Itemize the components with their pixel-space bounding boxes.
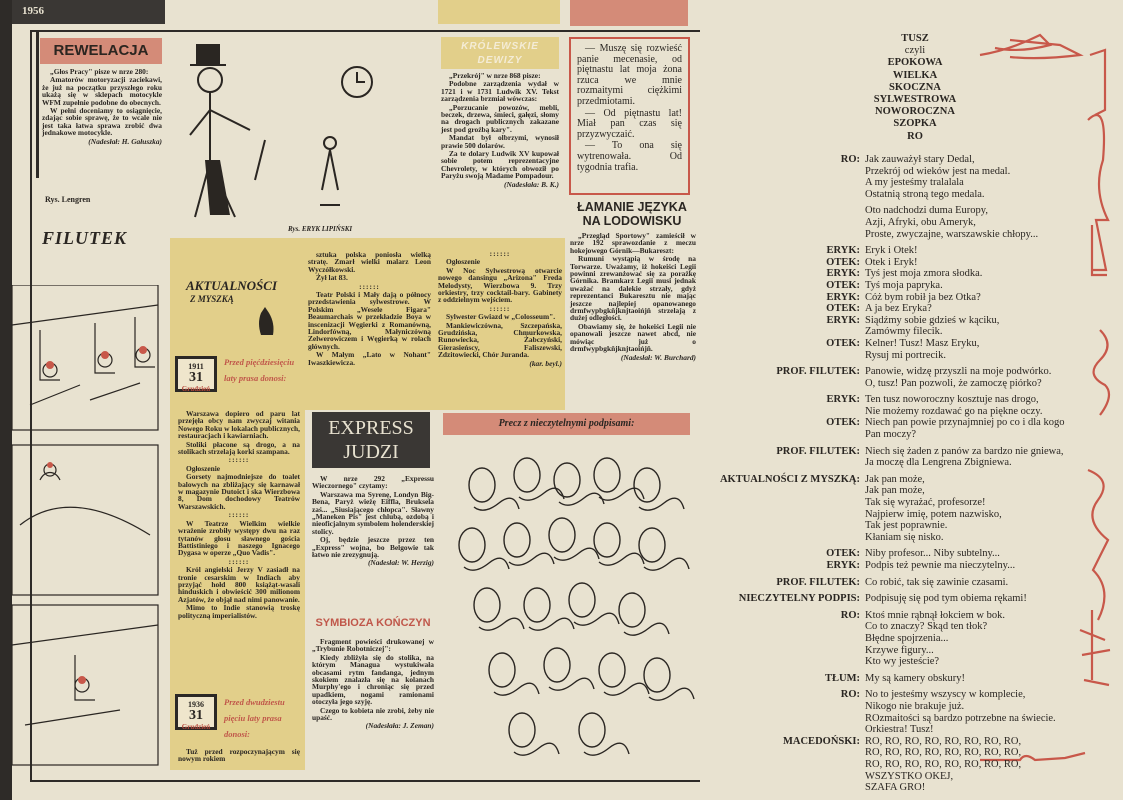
title-line: SYLWESTROWA — [873, 94, 957, 106]
paragraph: :::::: — [489, 249, 511, 258]
mouse-icon — [255, 305, 275, 341]
script-line — [700, 645, 1120, 657]
script-line — [700, 429, 1120, 441]
speaker — [700, 621, 865, 633]
speaker: NIECZYTELNY PODPIS: — [738, 593, 860, 605]
rewelacja-title: REWELACJA — [40, 38, 162, 64]
script-line — [700, 280, 1120, 292]
line-text: Rysuj mi portrecik. — [865, 349, 946, 361]
paragraph: Mankiewiczówna, Szczepańska, Grudzińska, Chmurkowska, Runowiecka, Żabczyński, Gierasieńscy, Faliszewski, Zdzitowiecki, Chór Juranda. — [438, 320, 562, 360]
line-text: Oto nadchodzi duma Europy, — [865, 205, 988, 217]
speaker — [700, 701, 865, 713]
line-text: Tak jest poprawnie. — [865, 520, 948, 532]
script-line — [700, 446, 1120, 458]
source-credit: (Nadesłał: W. Herzig) — [367, 558, 434, 568]
script-line — [700, 736, 1120, 748]
caricature-face — [594, 523, 620, 557]
speaker — [700, 429, 865, 441]
speaker: PROF. FILUTEK: — [776, 366, 860, 378]
source-credit: (Nadesłał: W. Burchard) — [620, 352, 696, 362]
speaker — [700, 713, 865, 725]
speaker — [700, 724, 865, 736]
signature-scrawl — [464, 558, 509, 570]
script-line — [700, 509, 1120, 521]
title-line: SKOCZNA — [889, 81, 941, 93]
paragraph: W Teatrze Wielkim wielkie wrażenie zrobiły występy dwu na raz tytanów głosu sławnego gościa Battistiniego i naszego Ignacego Dygasa w operze „Quo Vadis". — [178, 518, 300, 558]
paragraph: Warszawa dopiero od paru lat przejęła obcy nam zwyczaj witania Nowego Roku w lokalach publicznych, restauracjach i kawiarniach. — [178, 409, 300, 441]
lipinski-cartoon — [175, 40, 430, 222]
caricature-face — [504, 523, 530, 557]
signature-scrawl — [549, 678, 594, 690]
source-credit: (Nadesłał: H. Gałuszka) — [88, 136, 162, 146]
script-line — [700, 532, 1120, 544]
script-line — [700, 338, 1120, 350]
source-credit: (kar. beyl.) — [529, 358, 562, 368]
script-line — [700, 177, 1120, 189]
paragraph: :::::: — [489, 303, 511, 313]
caricature-face — [509, 713, 535, 747]
speaker — [700, 177, 865, 189]
title-line: RO — [907, 130, 923, 142]
paragraph: W pełni doceniamy to osiągnięcie, zdając sobie sprawę, że to wcale nie jest taka łatwa sprawa zrobić dwa jednakowe motocykle. — [42, 106, 162, 138]
line-text: My są kamery obskury! — [865, 672, 966, 684]
caricature-face — [469, 468, 495, 502]
script-line — [700, 724, 1120, 736]
signature-scrawl — [649, 688, 694, 700]
speaker — [700, 457, 865, 469]
caricatures-illustration — [442, 445, 697, 775]
script-line — [700, 268, 1120, 280]
lamanie-title — [566, 200, 698, 228]
line-text: Azji, Afryki, obu Ameryk, — [865, 216, 976, 228]
caricature-face — [579, 713, 605, 747]
script-line — [700, 577, 1120, 589]
aktualnosci-logo-line1: AKTUALNOŚCI — [186, 278, 278, 293]
speaker: ERYK: — [826, 394, 860, 406]
signature-scrawl — [599, 488, 644, 500]
paragraph: Obawiamy się, że hokeiści Legii nie opanowali jeszcze nawet abcd, nie mówiąc już o drmfwypbgkňjknjtaoińjň. — [570, 321, 696, 354]
line-text: Ja moczę dla Lengrena Zbigniewa. — [865, 457, 1012, 469]
script-line — [700, 417, 1120, 429]
script-line — [700, 350, 1120, 362]
line-text: Jak pan może, — [865, 473, 925, 485]
line-text: Tak się wyrażać, profesorze! — [865, 497, 986, 509]
signature-scrawl — [554, 548, 599, 560]
speaker — [700, 326, 865, 338]
aktualnosci-bottom-text — [178, 748, 300, 764]
speaker — [700, 189, 865, 201]
paragraph: Za te dolary Ludwik XV kupował sobie potem reprezentacyjne Chevrolety, w których obwoził po Paryżu swoją Madame Pompadour. — [441, 149, 559, 181]
paragraph: „Głos Pracy" pisze w nrze 280: — [50, 67, 149, 76]
signature-scrawl — [529, 618, 574, 630]
title-line: EPOKOWA — [887, 57, 943, 69]
filutek-logo: FILUTEK — [42, 228, 128, 248]
speaker — [700, 520, 865, 532]
rys-lengren: Rys. Lengren — [45, 195, 91, 204]
speaker: OTEK: — [826, 279, 860, 291]
speaker: RO: — [840, 609, 860, 621]
caricature-face — [474, 588, 500, 622]
line-text: Jak zauważył stary Dedal, — [865, 154, 975, 165]
speaker — [700, 645, 865, 657]
joke-box — [569, 37, 690, 195]
speaker — [700, 782, 865, 794]
speaker: ERYK: — [826, 245, 860, 257]
script-line — [700, 485, 1120, 497]
paragraph: Czego to kobieta nie zrobi, żeby nie upaść. — [312, 705, 434, 723]
paragraph: „Przekrój" w nrze 868 pisze: — [449, 71, 541, 80]
line-text: Eryk i Otek! — [865, 245, 918, 257]
script-line — [700, 366, 1120, 378]
paragraph: sztuka polska poniosła wielką stratę. Zmarł wielki malarz Leon Wyczółkowski. — [308, 250, 431, 274]
calendar-1936 — [175, 694, 217, 730]
rewelacja-rule — [36, 30, 39, 178]
color-tab-pink — [570, 0, 688, 26]
comic-panel — [12, 445, 158, 595]
signature-scrawl — [624, 623, 669, 635]
speaker: ERYK: — [826, 314, 860, 326]
line-text: Przekrój od wieków jest na medal. — [865, 165, 1011, 177]
paragraph: Sylwester Gwiazd w „Colosseum". — [446, 312, 556, 322]
line-text: SZAFA GRO! — [865, 782, 926, 794]
caricature-face — [524, 588, 550, 622]
cal-month: Grudzień — [181, 385, 211, 393]
line-text: Krzywe figury... — [865, 644, 934, 656]
speaker: OTEK: — [826, 303, 860, 315]
paragraph: Gorsety najmodniejsze do toalet balowych na zbliżający się karnawał w magazynie Dutoict i ska Wierzbowa 8, Dom dochodowy Teatrów Warszawskich. — [178, 472, 300, 511]
signature-scrawl — [479, 618, 524, 630]
signature-scrawl — [639, 498, 684, 510]
signature-scrawl — [644, 558, 689, 570]
script-line — [700, 548, 1120, 560]
line-text: Pan moczy? — [865, 429, 917, 441]
line-text: Zamówmy filecik. — [865, 326, 943, 338]
express-title-line2: JUDZI — [343, 441, 399, 463]
speaker — [700, 229, 865, 241]
speaker — [700, 509, 865, 521]
speaker — [700, 350, 865, 362]
script-line — [700, 713, 1120, 725]
speaker: ERYK: — [826, 268, 860, 280]
speaker — [700, 485, 865, 497]
express-title-line1: EXPRESS — [328, 417, 414, 439]
paragraph: W Małym „Lato w Nohant" Iwaszkiewicza. — [308, 350, 431, 367]
color-tab-yellow — [438, 0, 560, 24]
script-line — [700, 689, 1120, 701]
script-line — [700, 394, 1120, 406]
paragraph: Teatr Polski i Mały dają o północy przedstawienia sylwestrowe. W Polskim „Wesele Figara" Beaumarchais w przekładzie Boya w inscenizacji Węgierki z Romanówną, Lindorfówną, Małyniczówną Zelwerowiczem i Węgierką w rolach głównych. — [308, 290, 431, 351]
speaker — [700, 656, 865, 668]
script-line — [700, 673, 1120, 685]
paragraph: Żył lat 83. — [316, 273, 348, 283]
caricature-face — [569, 583, 595, 617]
script-line — [700, 315, 1120, 327]
szopka-title — [820, 33, 1010, 143]
speaker: AKTUALNOŚCI Z MYSZKĄ: — [719, 473, 860, 485]
paragraph: Mimo to Indie stanowią troskę polityczną imperialistów. — [178, 603, 300, 620]
paragraph: Podobne zarządzenia wydał w 1721 i w 1731 Ludwik XV. Tekst zarządzenia brzmiał wówczas: — [441, 79, 559, 104]
line-text: Siądźmy sobie gdzieś w kąciku, — [865, 314, 1000, 326]
caricature-face — [634, 468, 660, 502]
script-line — [700, 771, 1120, 783]
aktualnosci-logo-line2: Z MYSZKĄ — [190, 294, 234, 304]
signature-scrawl — [584, 743, 629, 755]
script-line — [700, 303, 1120, 315]
caricature-face — [619, 593, 645, 627]
express-title — [312, 412, 430, 468]
lamanie-title-line2: NA LODOWISKU — [582, 214, 682, 228]
script-line — [700, 217, 1120, 229]
script-line — [700, 520, 1120, 532]
line-text: Kłaniam się nisko. — [865, 531, 944, 543]
lamanie-article — [570, 232, 696, 362]
signature-scrawl — [574, 613, 619, 625]
line-text: Ktoś mnie rąbnął łokciem w bok. — [865, 609, 1005, 621]
speaker: OTEK: — [826, 417, 860, 429]
caricature-face — [489, 653, 515, 687]
signature-scrawl — [514, 743, 559, 755]
speaker — [700, 771, 865, 783]
speaker: PROF. FILUTEK: — [776, 576, 860, 588]
krolewskie-article — [441, 72, 559, 189]
caricature-face — [514, 458, 540, 492]
line-text: RO, RO, RO, RO, RO, RO, RO, RO, — [865, 747, 1022, 759]
line-text: Najpierw imię, potem nazwisko, — [865, 508, 1002, 520]
speaker — [700, 633, 865, 645]
paragraph: :::::: — [228, 455, 250, 465]
caricature-face — [594, 458, 620, 492]
krolewskie-title — [441, 37, 559, 69]
script-line — [700, 457, 1120, 469]
aktualnosci-left-article — [178, 410, 300, 620]
script-line — [700, 378, 1120, 390]
lamanie-title-line1: ŁAMANIE JĘZYKA — [577, 200, 687, 214]
aktualnosci-logo — [186, 278, 277, 304]
title-line: czyli — [904, 45, 926, 57]
line-text: No to jesteśmy wszyscy w komplecie, — [865, 689, 1026, 701]
paragraph: — Muszę się rozwieść panie mecenasie, od piętnastu lat moja żona rzuca we mnie rozmaitymi ciężkimi przedmiotami. — [577, 43, 682, 107]
line-text: Nie możemy rozdawać go na piękne oczy. — [865, 405, 1043, 417]
speaker — [700, 747, 865, 759]
line-text: Co to znaczy? Skąd ten tłok? — [865, 621, 988, 633]
paragraph: W Noc Sylwestrową otwarcie nowego dansingu „Arizona" Freda Melodysty, Wierzbowa 9. Trzy orkiestry, trzy cocktail-bary. Gabinety z oddzielnym wejściem. — [438, 265, 562, 305]
express-article — [312, 475, 434, 568]
filutek-comic-strip — [10, 285, 160, 770]
script-line — [700, 205, 1120, 217]
paragraph: Fragment powieści drukowanej w „Trybunie Robotniczej": — [312, 637, 434, 654]
script-line — [700, 633, 1120, 645]
rys-lipinski: Rys. ERYK LIPIŃSKI — [288, 225, 353, 233]
script-line — [700, 759, 1120, 771]
script-line — [700, 257, 1120, 269]
paragraph: Oj, będzie jeszcze przez ten „Express" wojna, bo Belgowie tak łatwo nie zrezygnują. — [312, 535, 434, 560]
script-line — [700, 406, 1120, 418]
script-line — [700, 593, 1120, 605]
szopka-script — [700, 154, 1120, 794]
script-line — [700, 154, 1120, 166]
paragraph: Kiedy zbliżyła się do stolika, na którym Managua wystukiwała obcasami rytm fandanga, jednym skokiem znalazła się na kolanach Murphy'ego i chroniąc się przed upadkiem, nogami ramionami otoczyła jego szyję. — [312, 652, 434, 707]
paragraph: — Od piętnastu lat! Miał pan czas się przyzwyczaić. — [577, 107, 682, 140]
script-line — [700, 560, 1120, 572]
source-credit: (Nadesłała: J. Zeman) — [365, 721, 434, 731]
line-text: A my jesteśmy tralalala — [865, 177, 964, 189]
script-line — [700, 189, 1120, 201]
masthead-label: 1956 — [22, 5, 44, 17]
line-text: Niech się żaden z panów za bardzo nie gniewa, — [865, 445, 1064, 457]
comic-panel — [12, 605, 158, 765]
paragraph: — To ona się wytrenowała. Od tygodnia trafia. — [577, 140, 682, 173]
signature-scrawl — [604, 683, 649, 695]
signature-scrawl — [559, 493, 604, 505]
line-text: A ja bez Eryka? — [865, 303, 932, 315]
speaker — [700, 406, 865, 418]
script-line — [700, 229, 1120, 241]
speaker: ERYK: — [826, 291, 860, 303]
paragraph: Mandat był olbrzymi, wynosił prawie 500 dolarów. — [441, 133, 559, 150]
paragraph: Amatorów motoryzacji zaciekawi, że już na początku przyszłego roku ukażą się w sklepach motocykle WFM zupełnie podobne do obecnych. — [42, 75, 162, 107]
signature-scrawl — [509, 553, 554, 565]
script-line — [700, 782, 1120, 794]
caricature-face — [599, 653, 625, 687]
cal-day: 31 — [189, 370, 203, 385]
symbioza-article — [312, 638, 434, 731]
cal2-caption: Przed dwudziestu pięciu laty prasa donosi: — [224, 697, 285, 739]
cal-month: Grudzień — [181, 723, 211, 731]
line-text: Ostatnią stroną tego medala. — [865, 188, 985, 200]
script-line — [700, 701, 1120, 713]
speaker: TŁUM: — [825, 672, 860, 684]
speaker — [700, 497, 865, 509]
line-text: Jak pan może, — [865, 485, 925, 497]
speaker — [700, 532, 865, 544]
paragraph: Warszawa ma Syrenę, Londyn Big-Bena, Paryż wieżę Eiffla, Bruksela zaś... „Siusiającego chłopca". Sławny „Maneken Pis" jest chlubą, ozdobą i nieoficjalnym symbolem holenderskiej stolicy. — [312, 489, 434, 536]
line-text: Co robić, tak się zawinie czasami. — [865, 576, 1009, 588]
paragraph: :::::: — [228, 556, 250, 566]
krolewskie-title-line1: KRÓLEWSKIE — [461, 41, 539, 52]
krolewskie-title-line2: DEWIZY — [477, 55, 523, 66]
paragraph: Ogłoszenie — [446, 257, 481, 267]
paragraph: „Przegląd Sportowy" zamieścił w nrze 192 sprawozdanie z meczu hokejowego Górnik—Bukareszt: — [570, 231, 696, 255]
signature-scrawl — [599, 553, 644, 565]
calendar-1911 — [175, 356, 217, 392]
script-line — [700, 621, 1120, 633]
signature-scrawl — [474, 498, 519, 510]
title-line: SZOPKA — [893, 118, 937, 130]
script-line — [700, 326, 1120, 338]
line-text: Nikogo nie brakuje już. — [865, 700, 965, 712]
caricature-face — [554, 463, 580, 497]
speaker: ERYK: — [826, 560, 860, 571]
line-text: Błędne spojrzenia... — [865, 632, 949, 644]
title-line: TUSZ — [901, 33, 929, 44]
caricature-face — [549, 518, 575, 552]
caricature-face — [544, 648, 570, 682]
cal1-caption: Przed pięćdziesięciu laty prasa donosi: — [224, 357, 295, 383]
paragraph: W nrze 292 „Expressu Wieczornego" czytamy: — [312, 474, 434, 491]
speaker — [700, 166, 865, 178]
line-text: Tyś moja papryka. — [865, 279, 943, 291]
script-line — [700, 245, 1120, 257]
precz-banner: Precz z nieczytelnymi podpisami: — [443, 413, 690, 435]
script-line — [700, 497, 1120, 509]
speaker — [700, 759, 865, 771]
script-line — [700, 166, 1120, 178]
speaker — [700, 378, 865, 390]
speaker: MACEDOŃSKI: — [782, 735, 860, 747]
script-line — [700, 747, 1120, 759]
line-text: Podpisuję się pod tym obiema rękami! — [865, 593, 1027, 605]
line-text: Panowie, widzę przyszli na moje podwórko. — [865, 366, 1052, 378]
symbioza-title: SYMBIOZA KOŃCZYN — [315, 617, 431, 629]
caricature-face — [459, 528, 485, 562]
title-line: WIELKA — [892, 69, 938, 81]
speaker — [700, 217, 865, 229]
line-text: Ten tusz noworoczny kosztuje nas drogo, — [865, 394, 1039, 406]
speaker — [700, 205, 865, 217]
script-line — [700, 610, 1120, 622]
line-text: Niech pan powie przynajmniej po co i dla kogo — [865, 417, 1065, 429]
line-text: WSZYSTKO OKEJ, — [865, 770, 954, 782]
line-text: Niby profesor... Niby subtelny... — [865, 548, 1000, 560]
line-text: Otek i Eryk! — [865, 256, 918, 268]
paragraph: Stoliki płacone są drogo, a na stolikach strzelają korki szampana. — [178, 439, 300, 457]
line-text: Podpis też pewnie ma nieczytelny... — [865, 560, 1016, 571]
paragraph: Tuż przed rozpoczynającym się nowym rokiem — [178, 747, 300, 764]
speaker: PROF. FILUTEK: — [776, 445, 860, 457]
joke-text — [577, 44, 682, 173]
speaker: RO: — [840, 154, 860, 165]
script-line — [700, 474, 1120, 486]
line-text: ROzmaitości są bardzo potrzebne na świecie. — [865, 712, 1056, 724]
speaker: RO: — [840, 689, 860, 701]
speaker: OTEK: — [826, 256, 860, 268]
speaker: OTEK: — [826, 337, 860, 349]
aktualnosci-mid-article — [308, 251, 431, 367]
script-line — [700, 292, 1120, 304]
source-credit: (Nadesłała: B. K.) — [503, 179, 559, 189]
cal-day: 31 — [189, 708, 203, 723]
caricature-face — [639, 528, 665, 562]
line-text: O, tusz! Pan pozwoli, że zamoczę piórko? — [865, 377, 1042, 389]
aktualnosci-right-article — [438, 250, 562, 368]
line-text: Kto wy jesteście? — [865, 656, 940, 668]
signature-scrawl — [494, 683, 539, 695]
rewelacja-article — [42, 68, 162, 146]
paragraph: Ogłoszenie — [186, 463, 221, 473]
cal-year: 1911 — [188, 362, 204, 371]
speaker: OTEK: — [826, 548, 860, 560]
line-text: RO, RO, RO, RO, RO, RO, RO, RO, — [865, 758, 1022, 770]
caricature-face — [644, 658, 670, 692]
paragraph: Rumuni wystąpią w środę na Torwarze. Uważamy, iż hokeiści Legii powinni zrewanżować się za porażkę Górnika. Bramkarz Legii musi jednak uważać na dalekie strzały, gdyż reprezentanci Bukaresztu nie mając jeszcze najlepiej opanowanego drmfwypbgkňjknjtaoińjň strzelają z dużej odległości. — [570, 254, 696, 323]
script-line — [700, 656, 1120, 668]
paragraph: :::::: — [359, 281, 380, 291]
line-text: Orkiestra! Tusz! — [865, 724, 934, 736]
line-text: Proste, zwyczajne, warszawskie chłopy... — [865, 228, 1039, 240]
paragraph: Król angielski Jerzy V zasiadł na tronie cesarskim w Indiach aby przyjąć hołd 800 książąt-wasali hinduskich i obwieścić 300 milionom Azjatów, że objął nad nimi panowanie. — [178, 565, 300, 604]
title-line: NOWOROCZNA — [875, 106, 955, 118]
line-text: Tyś jest moja zmora słodka. — [865, 268, 983, 280]
line-text: Cóż bym robił ja bez Otka? — [865, 291, 981, 303]
cal-year: 1936 — [188, 700, 204, 709]
line-text: RO, RO, RO, RO, RO, RO, RO, RO, — [865, 735, 1022, 747]
paragraph: „Porzucanie powozów, mebli, beczek, drzewa, śmieci, gałęzi, słomy na drogach publicznych zakazane jest pod groźbą kary". — [441, 102, 559, 134]
paragraph: :::::: — [228, 510, 250, 520]
line-text: Kelner! Tusz! Masz Eryku, — [865, 337, 980, 349]
